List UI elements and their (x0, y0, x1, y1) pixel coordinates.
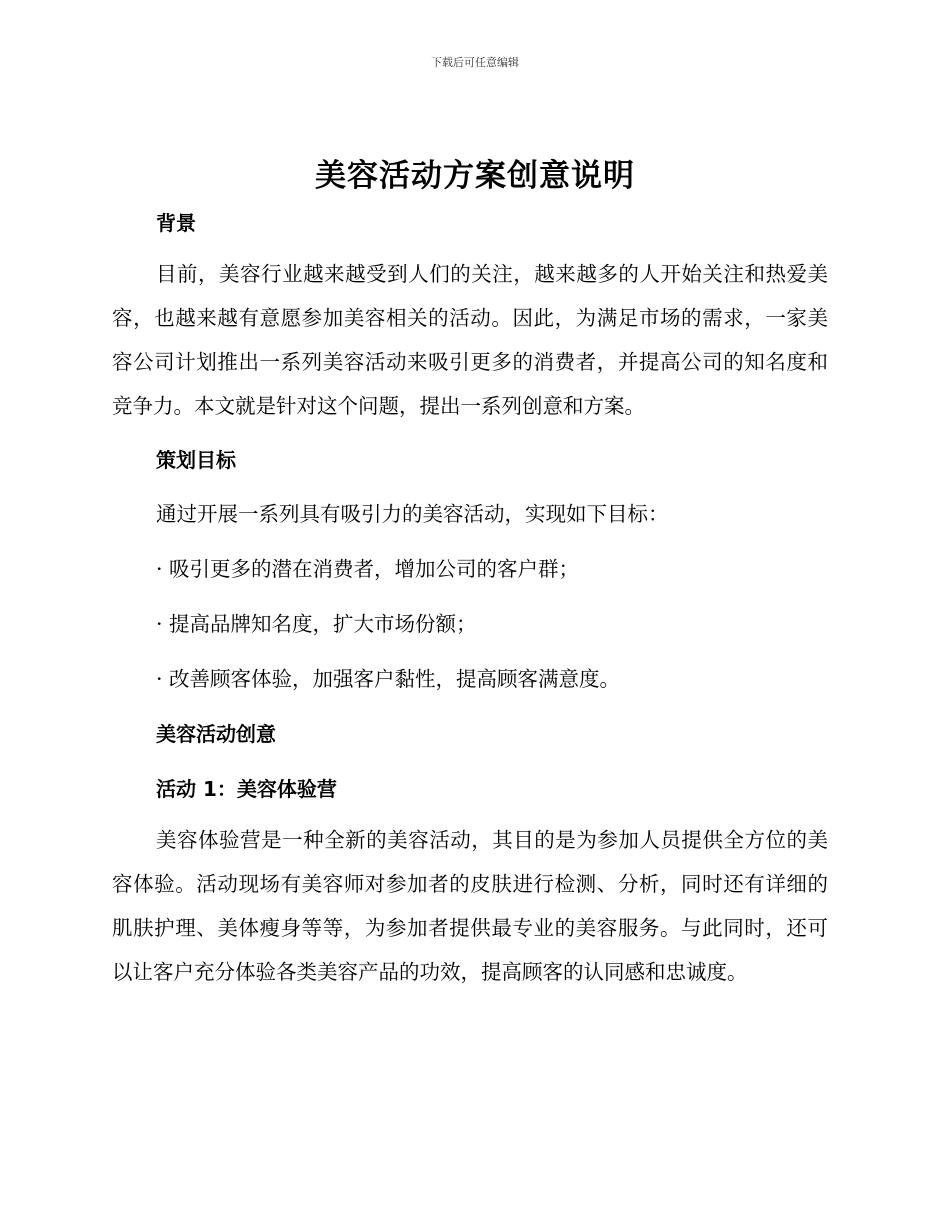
goal-list-item: · 提高品牌知名度，扩大市场份额； (156, 612, 477, 636)
goals-intro-text: 通过开展一系列具有吸引力的美容活动，实现如下目标： (156, 502, 669, 526)
page-header-note: 下载后可任意编辑 (431, 56, 519, 69)
goal-list-item: · 吸引更多的潜在消费者，增加公司的客户群； (156, 557, 580, 581)
document-title: 美容活动方案创意说明 (315, 158, 635, 194)
background-paragraph: 目前，美容行业越来越受到人们的关注，越来越多的人开始关注和热爱美容，也越来越有意愿参加美容相关的活动。因此，为满足市场的需求，一家美容公司计划推出一系列美容活动来吸引更多的消费者，并提高公司的知名度和竞争力。本文就是针对这个问题，提出一系列创意和方案。 (112, 262, 828, 418)
section-heading-goals: 策划目标 (156, 448, 236, 472)
goal-list-item: · 改善顾客体验，加强客户黏性，提高顾客满意度。 (156, 667, 621, 691)
activity-1-heading: 活动 1：美容体验营 (156, 777, 337, 801)
activity-1-paragraph: 美容体验营是一种全新的美容活动，其目的是为参加人员提供全方位的美容体验。活动现场有美容师对参加者的皮肤进行检测、分析，同时还有详细的肌肤护理、美体瘦身等等，为参加者提供最专业的美容服务。与此同时，还可以让客户充分体验各类美容产品的功效，提高顾客的认同感和忠诚度。 (112, 828, 828, 984)
section-heading-ideas: 美容活动创意 (156, 722, 276, 746)
section-heading-background: 背景 (156, 211, 196, 235)
